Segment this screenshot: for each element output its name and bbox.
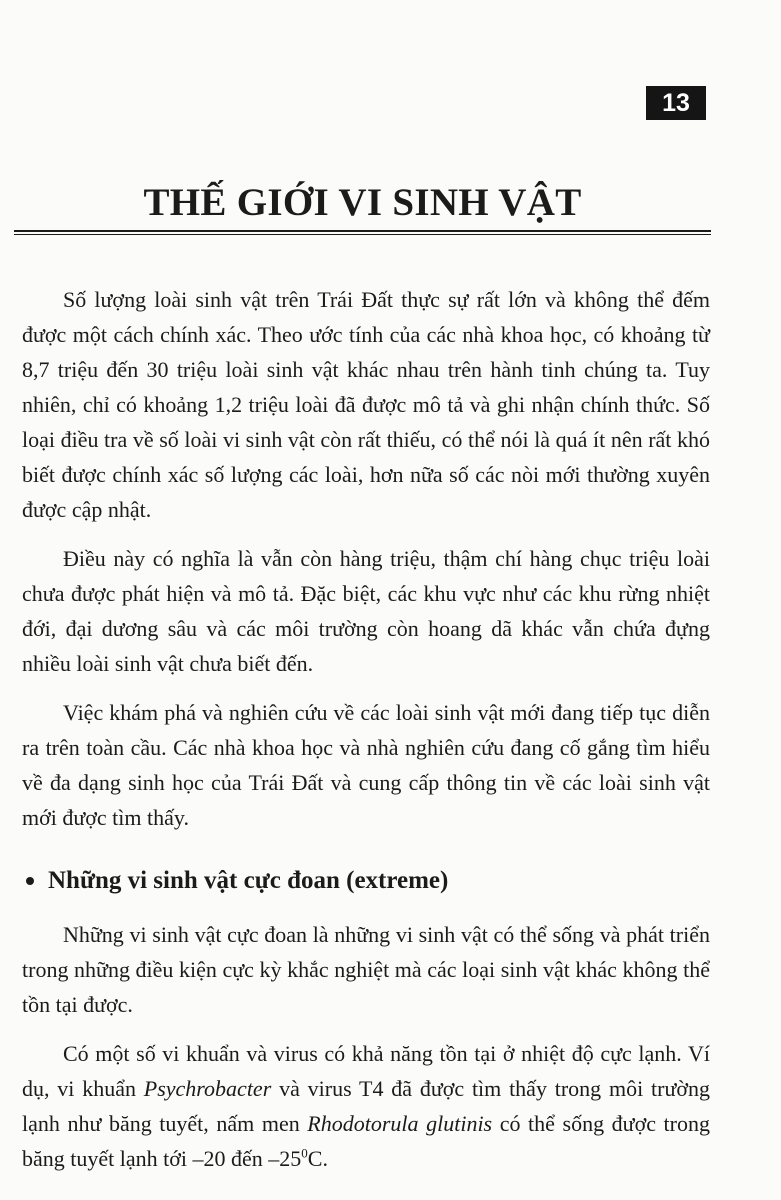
text-run: và virus T4 đã được tìm thấy trong môi trường lạnh như băng tuyết, nấm men <box>22 1076 710 1136</box>
title-rule <box>14 230 711 235</box>
page-number: 13 <box>646 86 706 120</box>
bullet-icon <box>26 877 34 885</box>
text-run: có thể sống được trong băng tuyết lạnh tới –20 đến –25 <box>22 1111 710 1171</box>
section-heading <box>22 863 710 899</box>
italic-species-psychrobacter: Psychrobacter <box>143 1076 272 1101</box>
degree-superscript: 0 <box>301 1145 308 1161</box>
section-paragraph-1: Những vi sinh vật cực đoan là những vi sinh vật có thể sống và phát triển trong những điều kiện cực kỳ khắc nghiệt mà các loại sinh vật khác không thể tồn tại được. <box>22 922 710 1017</box>
section-heading-text: Những vi sinh vật cực đoan (extreme) <box>48 867 449 894</box>
paragraph-2: Điều này có nghĩa là vẫn còn hàng triệu, thậm chí hàng chục triệu loài chưa được phát hiện và mô tả. Đặc biệt, các khu vực như các khu rừng nhiệt đới, đại dương sâu và các môi trường còn hoang dã khác vẫn chứa đựng nhiều loài sinh vật chưa biết đến. <box>22 546 710 676</box>
paragraph-1: Số lượng loài sinh vật trên Trái Đất thực sự rất lớn và không thể đếm được một cách chính xác. Theo ước tính của các nhà khoa học, có khoảng từ 8,7 triệu đến 30 triệu loài sinh vật khác nhau trên hành tinh chúng ta. Tuy nhiên, chỉ có khoảng 1,2 triệu loài đã được mô tả và ghi nhận chính thức. Số loại điều tra về số loài vi sinh vật còn rất thiếu, có thể nói là quá ít nên rất khó biết được chính xác số lượng các loài, hơn nữa số các nòi mới thường xuyên được cập nhật. <box>22 287 710 522</box>
body-text <box>22 282 710 1190</box>
section-paragraph-2 <box>22 1036 710 1176</box>
text-run: C. <box>307 1146 328 1171</box>
paragraph-3: Việc khám phá và nghiên cứu về các loài sinh vật mới đang tiếp tục diễn ra trên toàn cầu. Các nhà khoa học và nhà nghiên cứu đang cố gắng tìm hiểu về đa dạng sinh học của Trái Đất và cung cấp thông tin về các loài sinh vật mới được tìm thấy. <box>22 700 710 830</box>
chapter-title: THẾ GIỚI VI SINH VẬT <box>143 181 582 224</box>
text-run: Có một số vi khuẩn và virus có khả năng tồn tại ở nhiệt độ cực lạnh. Ví dụ, vi khuẩn <box>22 1041 710 1101</box>
italic-species-rhodotorula: Rhodotorula glutinis <box>307 1111 493 1136</box>
